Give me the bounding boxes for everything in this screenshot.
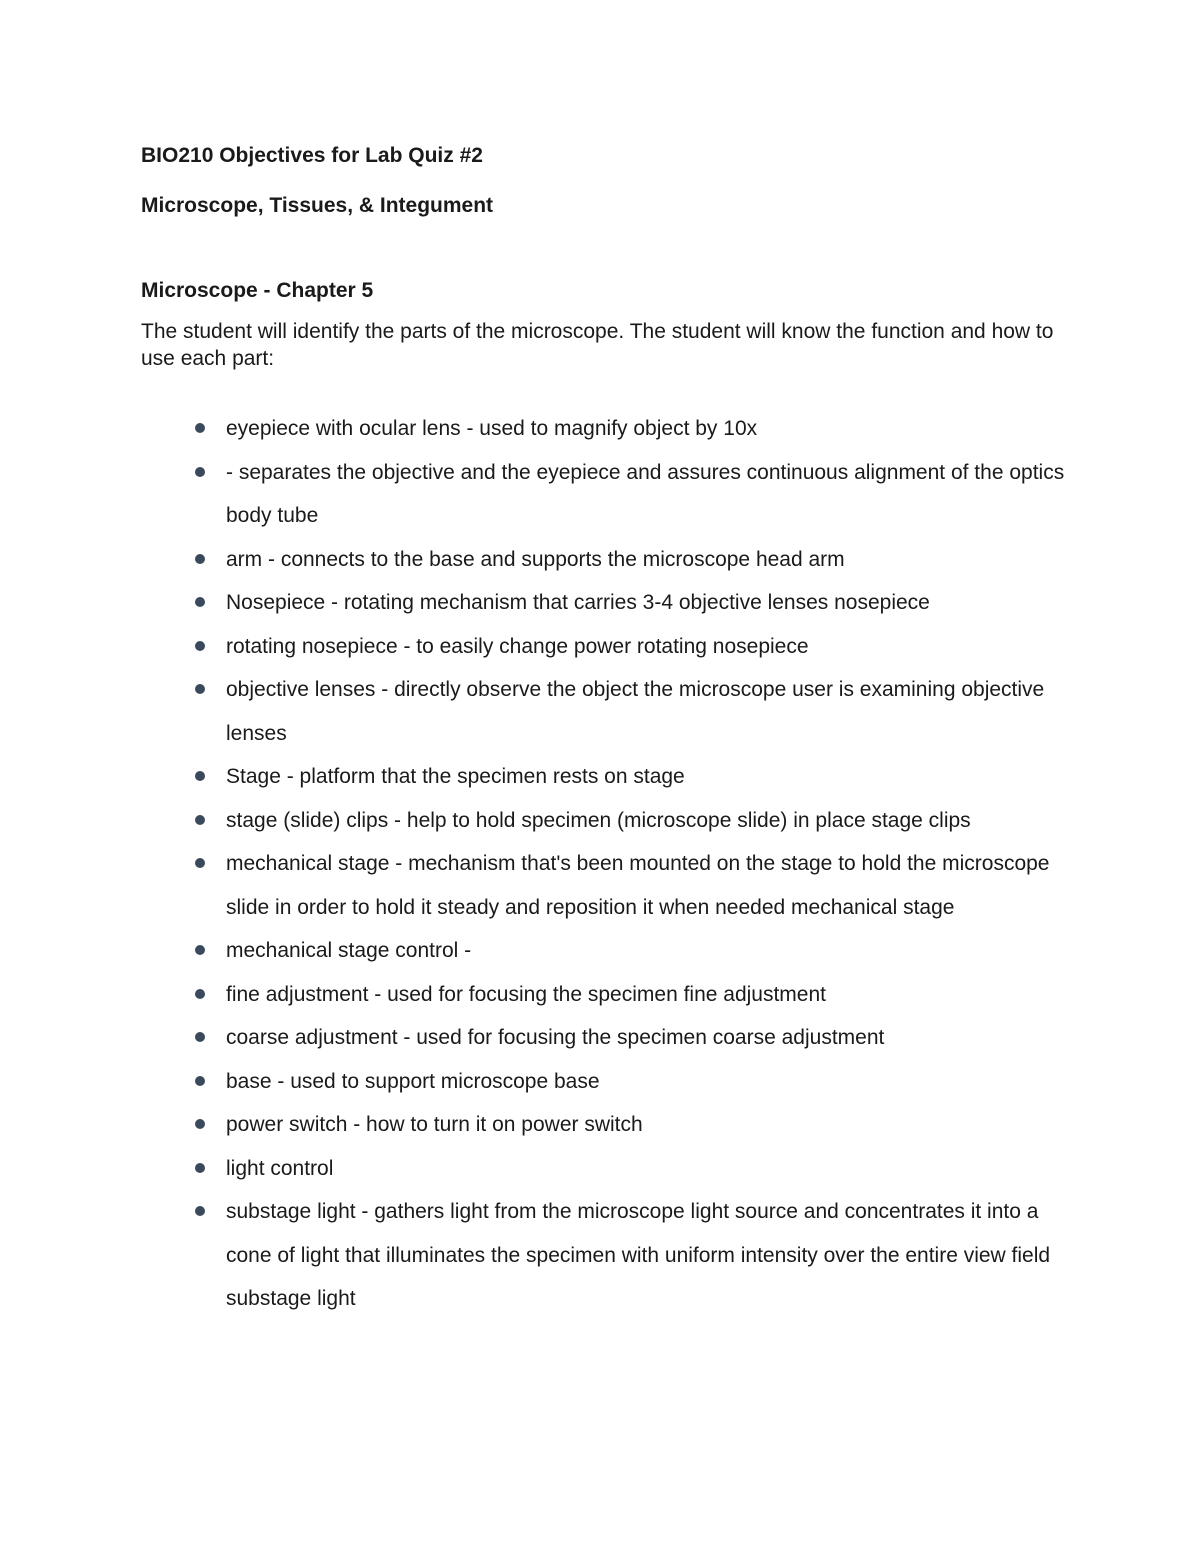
list-item: [141, 842, 1066, 929]
list-item: [141, 1190, 1066, 1321]
bullet-icon: [195, 771, 205, 781]
list-item-text: mechanical stage - mechanism that's been mounted on the stage to hold the microscope slide in order to hold it steady and reposition it when needed mechanical stage: [226, 852, 1050, 919]
list-item: [141, 538, 1066, 582]
bullet-icon: [195, 641, 205, 651]
list-item-text: - separates the objective and the eyepiece and assures continuous alignment of the optics body tube: [226, 460, 1065, 527]
list-item-text: power switch - how to turn it on power switch: [226, 1113, 643, 1136]
bullet-icon: [195, 1206, 205, 1216]
bullet-icon: [195, 1119, 205, 1129]
bullet-icon: [195, 858, 205, 868]
list-item-text: stage (slide) clips - help to hold specimen (microscope slide) in place stage clips: [226, 808, 971, 832]
list-item-text: substage light - gathers light from the microscope light source and concentrates it into a cone of light that illuminates the specimen with uniform intensity over the entire view field substage light: [226, 1200, 1051, 1310]
section-heading: Microscope - Chapter 5: [141, 279, 374, 302]
list-item: [141, 581, 1066, 625]
list-item: [141, 625, 1066, 669]
bullet-icon: [195, 815, 205, 825]
list-item: [141, 755, 1066, 799]
list-item-text: fine adjustment - used for focusing the specimen fine adjustment: [226, 982, 826, 1006]
list-item-text: objective lenses - directly observe the object the microscope user is examining objective lenses: [226, 678, 1045, 745]
list-item-text: light control: [226, 1156, 334, 1180]
bullet-icon: [195, 1163, 205, 1173]
list-item: [141, 407, 1066, 451]
bullet-icon: [195, 467, 205, 477]
list-item-text: coarse adjustment - used for focusing the specimen coarse adjustment: [226, 1026, 885, 1049]
list-item: [141, 799, 1066, 843]
document-title: BIO210 Objectives for Lab Quiz #2: [141, 144, 483, 167]
list-item-text: Nosepiece - rotating mechanism that carries 3-4 objective lenses nosepiece: [226, 591, 930, 614]
bullet-icon: [195, 423, 205, 433]
bullet-icon: [195, 1076, 205, 1086]
objectives-list: [141, 407, 1071, 1321]
bullet-icon: [195, 945, 205, 955]
list-item: [141, 1060, 1066, 1104]
list-item-text: base - used to support microscope base: [226, 1069, 600, 1093]
bullet-icon: [195, 684, 205, 694]
bullet-icon: [195, 597, 205, 607]
list-item: [141, 668, 1066, 755]
list-item-text: arm - connects to the base and supports the microscope head arm: [226, 547, 845, 571]
section-intro: The student will identify the parts of the microscope. The student will know the function and how to use each part:: [141, 320, 1054, 370]
list-item: [141, 1016, 1066, 1060]
list-item-text: Stage - platform that the specimen rests on stage: [226, 765, 685, 788]
list-item-text: rotating nosepiece - to easily change power rotating nosepiece: [226, 634, 809, 658]
bullet-icon: [195, 554, 205, 564]
list-item-text: mechanical stage control -: [226, 939, 472, 962]
list-item: [141, 929, 1066, 973]
list-item: [141, 973, 1066, 1017]
bullet-icon: [195, 989, 205, 999]
list-item: [141, 1103, 1066, 1147]
list-item-text: eyepiece with ocular lens - used to magnify object by 10x: [226, 417, 758, 440]
list-item: [141, 451, 1066, 538]
bullet-icon: [195, 1032, 205, 1042]
document-subtitle: Microscope, Tissues, & Integument: [141, 194, 494, 217]
list-item: [141, 1147, 1066, 1191]
